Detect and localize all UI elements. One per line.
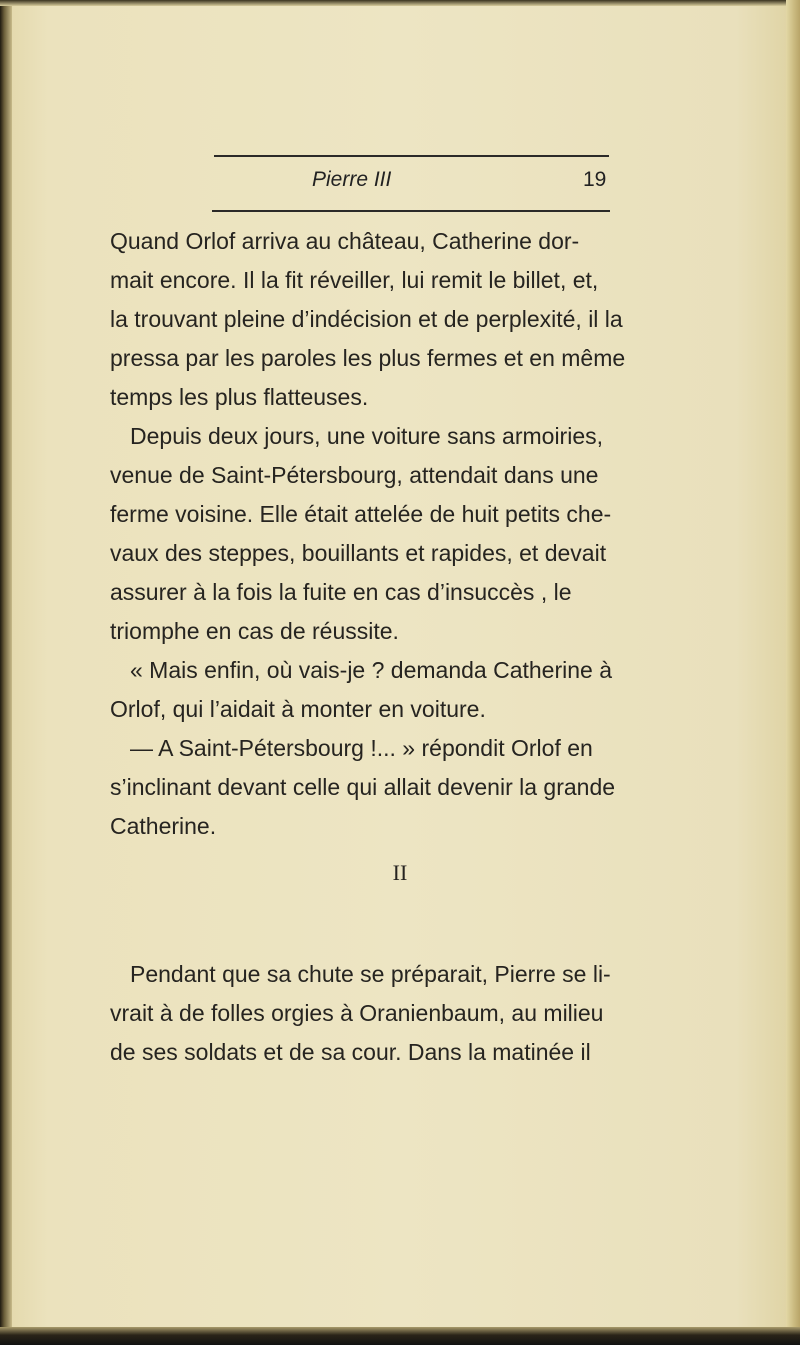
text-line: — A Saint-Pétersbourg !... » répondit Orlof en: [130, 735, 593, 761]
page-right-edge: [786, 0, 800, 1345]
text-line: vaux des steppes, bouillants et rapides, et devait: [110, 540, 607, 566]
page-bottom-edge: [0, 1327, 800, 1345]
running-head: [0, 168, 800, 198]
header-rule-bottom: [212, 210, 610, 212]
text-line: Catherine.: [110, 813, 217, 839]
text-line: Depuis deux jours, une voiture sans armoiries,: [130, 423, 604, 449]
text-line: mait encore. Il la fit réveiller, lui remit le billet, et,: [110, 267, 599, 293]
text-line: s’inclinant devant celle qui allait devenir la grande: [110, 774, 616, 800]
page-top-edge: [0, 0, 800, 6]
text-line: temps les plus flatteuses.: [110, 384, 369, 410]
page-number: 19: [583, 168, 607, 191]
text-line: pressa par les paroles les plus fermes et en même: [110, 345, 626, 371]
text-line: « Mais enfin, où vais-je ? demanda Catherine à: [130, 657, 613, 683]
section-number: II: [392, 860, 408, 885]
text-line: Orlof, qui l’aidait à monter en voiture.: [110, 696, 486, 722]
header-rule-top: [214, 155, 609, 157]
text-line: vrait à de folles orgies à Oranienbaum, au milieu: [110, 1000, 604, 1026]
text-line: assurer à la fois la fuite en cas d’insuccès , le: [110, 579, 572, 605]
text-line: Pendant que sa chute se préparait, Pierre se li-: [130, 961, 611, 987]
text-line: ferme voisine. Elle était attelée de huit petits che-: [110, 501, 612, 527]
text-line: la trouvant pleine d’indécision et de perplexité, il la: [110, 306, 623, 332]
running-head-title: Pierre III: [312, 168, 392, 191]
text-line: de ses soldats et de sa cour. Dans la matinée il: [110, 1039, 591, 1065]
text-line: Quand Orlof arriva au château, Catherine dor-: [110, 228, 580, 254]
page-left-edge: [0, 0, 12, 1345]
text-line: venue de Saint-Pétersbourg, attendait dans une: [110, 462, 599, 488]
text-line: triomphe en cas de réussite.: [110, 618, 399, 644]
